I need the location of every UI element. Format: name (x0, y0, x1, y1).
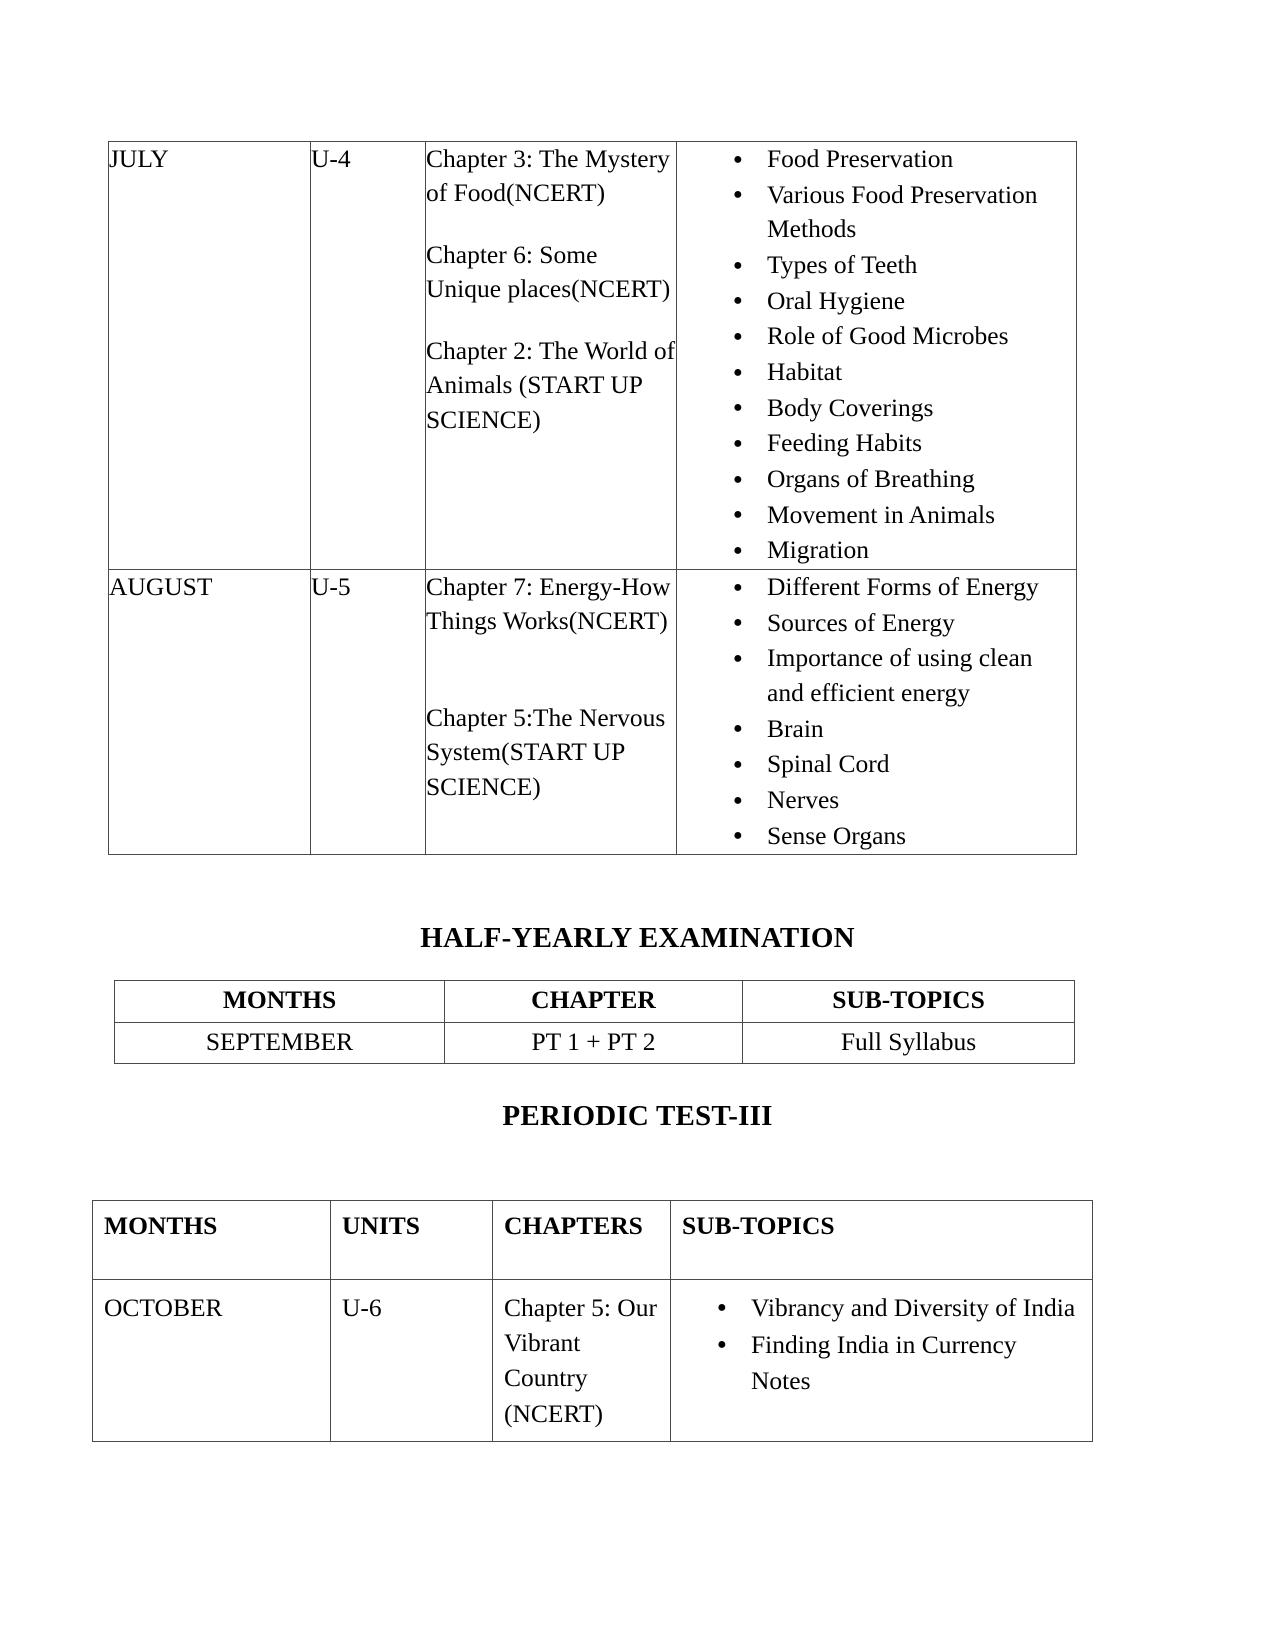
list-item: ● Importance of using clean and efficient energy (733, 641, 1070, 710)
chapter-entry: Chapter 2: The World of Animals (START UP SCIENCE) (426, 335, 676, 434)
half-yearly-table-container (114, 980, 1074, 1064)
list-item: ● Sources of Energy (733, 606, 1070, 641)
list-item: ● Finding India in Currency Notes (717, 1327, 1082, 1399)
subtopic-list (671, 1290, 1088, 1400)
cell-chapters (426, 570, 677, 855)
syllabus-table-container (108, 141, 1076, 855)
column-header-chapter: CHAPTER (445, 981, 743, 1023)
half-yearly-table (114, 980, 1075, 1064)
table-header-row (93, 1201, 1093, 1280)
chapter-entry: Chapter 3: The Mystery of Food(NCERT) (426, 144, 670, 208)
list-item: ● Feeding Habits (733, 426, 1070, 461)
chapter-entry: Chapter 5:The Nervous System(START UP SCIENCE) (426, 702, 666, 801)
cell-subtopics (677, 142, 1077, 570)
table-header-row (115, 981, 1075, 1023)
column-header-subtopics: SUB-TOPICS (671, 1201, 1093, 1280)
syllabus-table (108, 141, 1077, 855)
column-header-subtopics: SUB-TOPICS (743, 981, 1075, 1023)
cell-chapter: PT 1 + PT 2 (445, 1022, 743, 1064)
list-item: ● Habitat (733, 355, 1070, 390)
list-item: ● Body Coverings (733, 391, 1070, 426)
list-item: ● Spinal Cord (733, 747, 1070, 782)
column-header-months: MONTHS (93, 1201, 331, 1280)
list-item: ● Migration (733, 533, 1070, 568)
cell-unit: U-5 (311, 570, 426, 855)
list-item: ● Role of Good Microbes (733, 319, 1070, 354)
cell-subtopics (671, 1280, 1093, 1442)
cell-subtopics: Full Syllabus (743, 1022, 1075, 1064)
list-item: ● Sense Organs (733, 819, 1070, 854)
heading-periodic-test: PERIODIC TEST-III (502, 1100, 773, 1132)
column-header-months: MONTHS (115, 981, 445, 1023)
cell-month: JULY (109, 142, 311, 570)
list-item: ● Organs of Breathing (733, 462, 1070, 497)
list-item: ● Various Food Preservation Methods (733, 178, 1070, 247)
chapter-entry: Chapter 7: Energy-How Things Works(NCERT) (426, 572, 671, 636)
column-header-units: UNITS (331, 1201, 493, 1280)
column-header-chapters: CHAPTERS (493, 1201, 671, 1280)
cell-subtopics (677, 570, 1077, 855)
subtopic-list (677, 142, 1076, 568)
list-item: ● Movement in Animals (733, 498, 1070, 533)
list-item: ● Food Preservation (733, 142, 1070, 177)
table-row (93, 1280, 1093, 1442)
subtopic-list (677, 570, 1076, 853)
list-item: ● Nerves (733, 783, 1070, 818)
chapter-entry: Chapter 6: Some Unique places(NCERT) (426, 239, 671, 304)
periodic-test-table-container (92, 1200, 1092, 1442)
list-item: ● Brain (733, 712, 1070, 747)
cell-unit: U-4 (311, 142, 426, 570)
list-item: ● Different Forms of Energy (733, 570, 1070, 605)
table-row (109, 570, 1077, 855)
list-item: ● Oral Hygiene (733, 284, 1070, 319)
table-row (109, 142, 1077, 570)
heading-half-yearly-examination: HALF-YEARLY EXAMINATION (420, 922, 855, 954)
list-item: ● Types of Teeth (733, 248, 1070, 283)
periodic-test-table (92, 1200, 1093, 1442)
cell-unit: U-6 (331, 1280, 493, 1442)
cell-month: OCTOBER (93, 1280, 331, 1442)
cell-month: SEPTEMBER (115, 1022, 445, 1064)
list-item: ● Vibrancy and Diversity of India (717, 1290, 1082, 1326)
cell-month: AUGUST (109, 570, 311, 855)
cell-chapters (426, 142, 677, 570)
cell-chapters: Chapter 5: Our Vibrant Country (NCERT) (493, 1280, 671, 1442)
table-row (115, 1022, 1075, 1064)
